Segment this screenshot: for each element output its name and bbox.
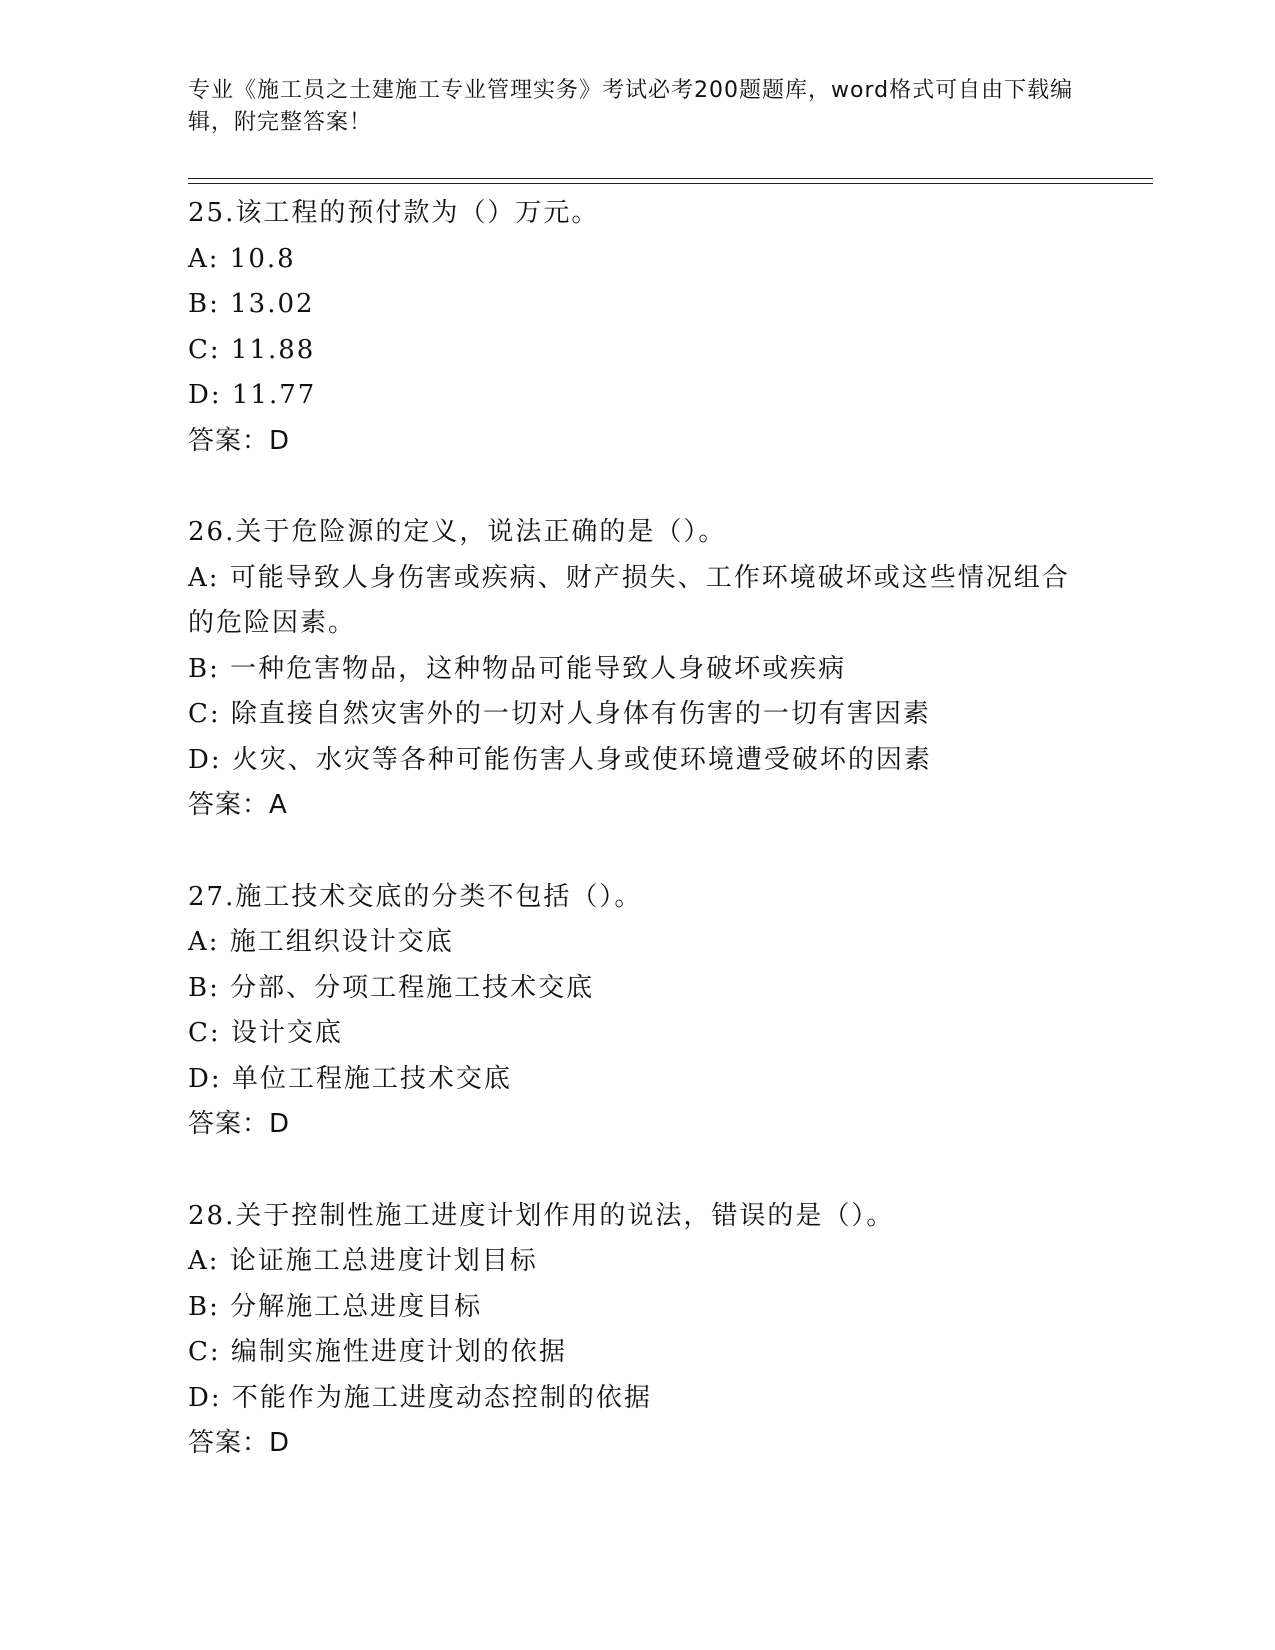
header-title: 专业《施工员之土建施工专业管理实务》考试必考200题题库，word格式可自由下载编辑，附完整答案！	[188, 78, 1074, 135]
question-25	[188, 191, 1088, 464]
option-b: B: 13.02	[188, 289, 315, 319]
option-d: D: 不能作为施工进度动态控制的依据	[188, 1382, 652, 1413]
option-d: D: 11.77	[188, 380, 317, 410]
question-stem: 27.施工技术交底的分类不包括（）。	[188, 881, 643, 912]
option-b: B: 分部、分项工程施工技术交底	[188, 972, 595, 1003]
option-b: B: 一种危害物品，这种物品可能导致人身破坏或疾病	[188, 653, 847, 684]
option-c: C: 编制实施性进度计划的依据	[188, 1337, 567, 1367]
option-a: A: 可能导致人身伤害或疾病、财产损失、工作环境破坏或这些情况组合的危险因素。	[188, 562, 1070, 638]
question-stem: 28.关于控制性施工进度计划作用的说法，错误的是（）。	[188, 1200, 895, 1231]
question-stem: 25.该工程的预付款为（）万元。	[188, 198, 600, 228]
option-a: A: 论证施工总进度计划目标	[188, 1246, 538, 1276]
answer-label: 答案：A	[188, 790, 288, 820]
question-list	[188, 191, 1088, 1513]
header-rule-bottom	[188, 183, 1153, 184]
option-c: C: 11.88	[188, 334, 316, 365]
answer-label: 答案：D	[188, 425, 291, 456]
question-26	[188, 510, 1088, 829]
header-rule-top	[188, 178, 1153, 179]
option-c: C: 除直接自然灾害外的一切对人身体有伤害的一切有害因素	[188, 699, 931, 729]
question-27	[188, 875, 1088, 1148]
option-d: D: 单位工程施工技术交底	[188, 1063, 512, 1094]
question-28	[188, 1194, 1088, 1467]
option-a: A: 10.8	[188, 243, 296, 274]
answer-label: 答案：D	[188, 1109, 291, 1139]
question-stem: 26.关于危险源的定义，说法正确的是（）。	[188, 517, 727, 547]
option-d: D: 火灾、水灾等各种可能伤害人身或使环境遭受破坏的因素	[188, 744, 932, 775]
document-header	[188, 75, 1088, 139]
answer-label: 答案：D	[188, 1428, 291, 1458]
option-a: A: 施工组织设计交底	[188, 927, 454, 957]
option-b: B: 分解施工总进度目标	[188, 1291, 483, 1322]
option-c: C: 设计交底	[188, 1018, 343, 1048]
